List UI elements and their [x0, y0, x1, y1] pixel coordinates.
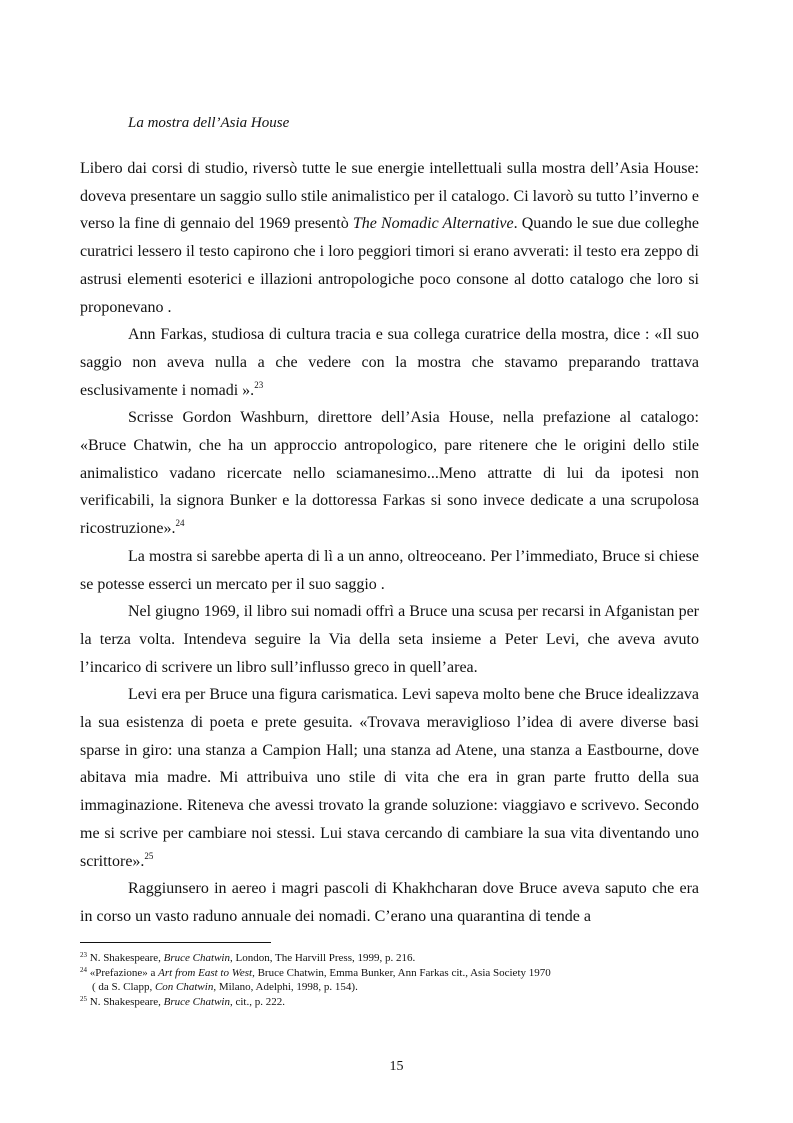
- paragraph-2-text: Ann Farkas, studiosa di cultura tracia e sua collega curatrice della mostra, dice : «Il suo saggio non aveva nulla a che vedere con la mostra che stavamo preparando trattava esclusivamente i nomadi ».: [80, 326, 699, 399]
- paragraph-4-text: La mostra si sarebbe aperta di lì a un anno, oltreoceano. Per l’immediato, Bruce si chiese se potesse esserci un mercato per il suo saggio .: [80, 547, 699, 593]
- footnote-25-text-b: , cit., p. 222.: [229, 995, 285, 1008]
- paragraph-1: [80, 155, 699, 321]
- paragraph-2: [80, 321, 699, 404]
- footnote-23-text-a: N. Shakespeare,: [87, 952, 164, 964]
- paragraph-7: [80, 875, 699, 930]
- book-title-nomadic-alternative: The Nomadic Alternative: [352, 215, 514, 233]
- paragraph-7-text: Raggiunsero in aereo i magri pascoli di Khakhcharan dove Bruce aveva saputo che era in corso un vasto raduno annuale dei nomadi. C’erano una quarantina di tende a: [80, 880, 699, 925]
- paragraph-6-text: Levi era per Bruce una figura carismatica. Levi sapeva molto bene che Bruce idealizzava la sua esistenza di poeta e prete gesuita. «Trovava meraviglioso l’idea di avere diverse basi sparse in giro: una stanza a Campion Hall; una stanza ad Atene, una stanza a Eastbourne, dove abitava mia madre. Mi attribuiva uno stile di vita che era in gran parte frutto della sua immaginazione. Riteneva che avessi trovato la grande soluzione: viaggiavo e scrivevo. Secondo me si scrive per cambiare noi stessi. Lui stava cercando di cambiare la sua vita diventando uno scrittore».: [80, 686, 699, 870]
- footnote-23-title: Bruce Chatwin: [163, 952, 230, 964]
- footnote-ref-24: 24: [175, 518, 185, 529]
- footnote-25-text-a: N. Shakespeare,: [87, 995, 164, 1008]
- footnote-24-text-c: ( da S. Clapp,: [92, 981, 155, 993]
- footnote-24-text-a: «Prefazione» a: [87, 966, 159, 979]
- section-heading: La mostra dell’Asia House: [128, 115, 290, 131]
- footnote-24-text-b: , Bruce Chatwin, Emma Bunker, Ann Farkas cit., Asia Society 1970: [252, 966, 551, 979]
- footnote-25-title: Bruce Chatwin: [163, 995, 230, 1008]
- footnote-ref-25: 25: [144, 850, 154, 861]
- paragraph-1-text-a: Libero dai corsi di studio, riversò tutte le sue energie intellettuali sulla mostra dell’Asia House: doveva presentare un saggio sullo stile animalistico per il catalogo. Ci lavorò su tutto l’inverno e verso la fine di gennaio del 1969 presentò: [80, 160, 699, 233]
- paragraph-4: [80, 543, 699, 598]
- paragraph-3-text: Scrisse Gordon Washburn, direttore dell’Asia House, nella prefazione al catalogo: «Bruce Chatwin, che ha un approccio antropologico, pare ritenere che le origini dello stile animalistico vadano ricercate nello sciamanesimo...Meno attratte di lui da ipotesi non verificabili, la signora Bunker e la dottoressa Farkas si sono invece dedicate a una scrupolosa ricostruzione».: [80, 409, 699, 538]
- paragraph-3: [80, 404, 699, 543]
- footnote-23-number: 23: [80, 951, 87, 959]
- paragraph-5: [80, 598, 699, 681]
- footnote-24-title-2: Con Chatwin: [154, 981, 214, 993]
- footnote-ref-23: 23: [254, 379, 264, 390]
- footnote-25: [80, 995, 720, 1010]
- footnote-24: [80, 966, 720, 981]
- body-text: [80, 155, 699, 931]
- footnote-24-continuation: [80, 980, 720, 995]
- paragraph-1-text-b: . Quando le sue due colleghe curatrici lessero il testo capirono che i loro peggiori timori si erano avverati: il testo era zeppo di astrusi elementi esoterici e illazioni antropologiche poco consone al dotto catalogo che loro si proponevano .: [80, 215, 700, 316]
- footnote-25-number: 25: [80, 994, 87, 1003]
- paragraph-5-text: Nel giugno 1969, il libro sui nomadi offrì a Bruce una scusa per recarsi in Afganistan per la terza volta. Intendeva seguire la Via della seta insieme a Peter Levi, che aveva avuto l’incarico di scrivere un libro sull’influsso greco in quell’area.: [80, 603, 699, 676]
- footnote-23: [80, 951, 720, 966]
- footnotes: [80, 951, 720, 1009]
- page-number: 15: [389, 1059, 404, 1074]
- footnote-24-text-d: , Milano, Adelphi, 1998, p. 154).: [213, 981, 358, 993]
- footnote-24-number: 24: [80, 965, 87, 974]
- footnote-24-title: Art from East to West: [158, 966, 253, 979]
- footnote-23-text-b: , London, The Harvill Press, 1999, p. 216.: [229, 952, 416, 964]
- footnote-divider: [80, 942, 271, 943]
- paragraph-6: [80, 681, 699, 875]
